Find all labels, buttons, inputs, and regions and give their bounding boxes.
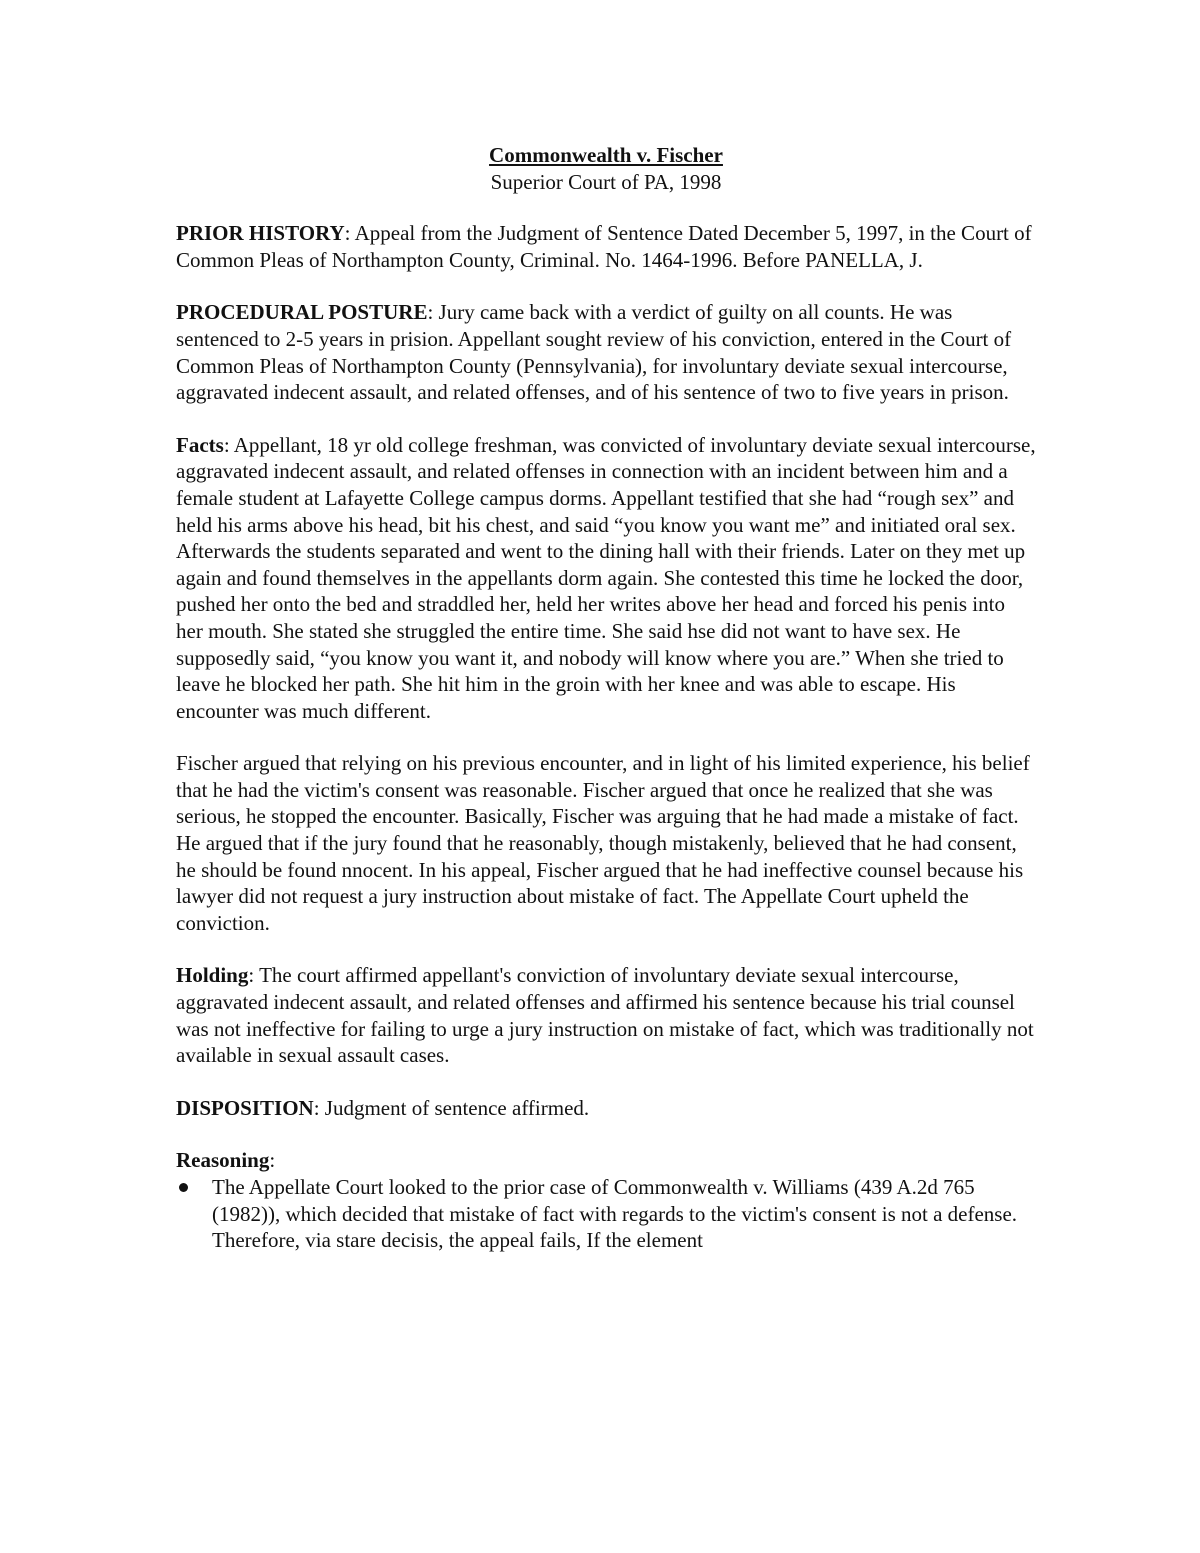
facts-label: Facts bbox=[176, 432, 224, 457]
document-page bbox=[176, 142, 1036, 1254]
reasoning-bullet-item bbox=[176, 1174, 1036, 1254]
facts-text: : Appellant, 18 yr old college freshman, was convicted of involuntary deviate sexual intercourse, aggravated indecent assault, and related offenses in connection with an incident between him and a female student at Lafayette College campus dorms. Appellant testified that she had “rough sex” and held his arms above his head, bit his chest, and said “you know you want me” and initiated oral sex. Afterwards the students separated and went to the dining hall with their friends. Later on they met up again and found themselves in the appellants dorm again. She contested this time he locked the door, pushed her onto the bed and straddled her, held her writes above her head and forced his penis into her mouth. She stated she struggled the entire time. She said hse did not want to have sex. He supposedly said, “you know you want it, and nobody will know where you are.” When she tried to leave he blocked her path. She hit him in the groin with her knee and was able to escape. His encounter was much different. bbox=[176, 432, 1036, 723]
court-subtitle: Superior Court of PA, 1998 bbox=[490, 169, 722, 194]
prior-history-paragraph bbox=[176, 220, 1036, 273]
argument-paragraph bbox=[176, 750, 1036, 936]
title-block bbox=[176, 142, 1036, 195]
procedural-posture-label: PROCEDURAL POSTURE bbox=[176, 300, 428, 325]
reasoning-label: Reasoning bbox=[176, 1148, 270, 1173]
reasoning-list bbox=[176, 1174, 1036, 1254]
case-title: Commonwealth v. Fischer bbox=[489, 143, 723, 167]
disposition-label: DISPOSITION bbox=[176, 1095, 314, 1120]
reasoning-colon: : bbox=[269, 1148, 276, 1173]
reasoning-heading bbox=[176, 1147, 1036, 1174]
disposition-text: : Judgment of sentence affirmed. bbox=[313, 1095, 590, 1120]
facts-paragraph bbox=[176, 432, 1036, 725]
argument-text: Fischer argued that relying on his previous encounter, and in light of his limited experience, his belief that he had the victim's consent was reasonable. Fischer argued that once he realized that she was serious, he stopped the encounter. Basically, Fischer was arguing that he had made a mistake of fact. He argued that if the jury found that he reasonably, though mistakenly, believed that he had consent, he should be found nnocent. In his appeal, Fischer argued that he had ineffective counsel because his lawyer did not request a jury instruction about mistake of fact. The Appellate Court upheld the conviction. bbox=[176, 751, 1030, 935]
holding-label: Holding bbox=[176, 963, 249, 988]
reasoning-section bbox=[176, 1147, 1036, 1253]
holding-text: : The court affirmed appellant's conviction of involuntary deviate sexual intercourse, aggravated indecent assault, and related offenses and affirmed his sentence because his trial counsel was not ineffective for failing to urge a jury instruction on mistake of fact, which was traditionally not available in sexual assault cases. bbox=[176, 963, 1034, 1068]
bullet-dot-icon bbox=[179, 1183, 188, 1192]
prior-history-text: : Appeal from the Judgment of Sentence Dated December 5, 1997, in the Court of Common Pleas of Northampton County, Criminal. No. 1464-1996. Before PANELLA, J. bbox=[176, 221, 1032, 272]
procedural-posture-text: : Jury came back with a verdict of guilty on all counts. He was sentenced to 2-5 years in prision. Appellant sought review of his conviction, entered in the Court of Common Pleas of Northampton County (Pennsylvania), for involuntary deviate sexual intercourse, aggravated indecent assault, and related offenses, and of his sentence of two to five years in prison. bbox=[176, 300, 1012, 405]
procedural-posture-paragraph bbox=[176, 299, 1036, 405]
prior-history-label: PRIOR HISTORY bbox=[176, 221, 345, 246]
reasoning-bullet-text: The Appellate Court looked to the prior case of Commonwealth v. Williams (439 A.2d 765 (1982)), which decided that mistake of fact with regards to the victim's consent is not a defense. Therefore, via stare decisis, the appeal fails, If the element bbox=[212, 1175, 1018, 1253]
disposition-paragraph bbox=[176, 1095, 1036, 1122]
holding-paragraph bbox=[176, 962, 1036, 1068]
